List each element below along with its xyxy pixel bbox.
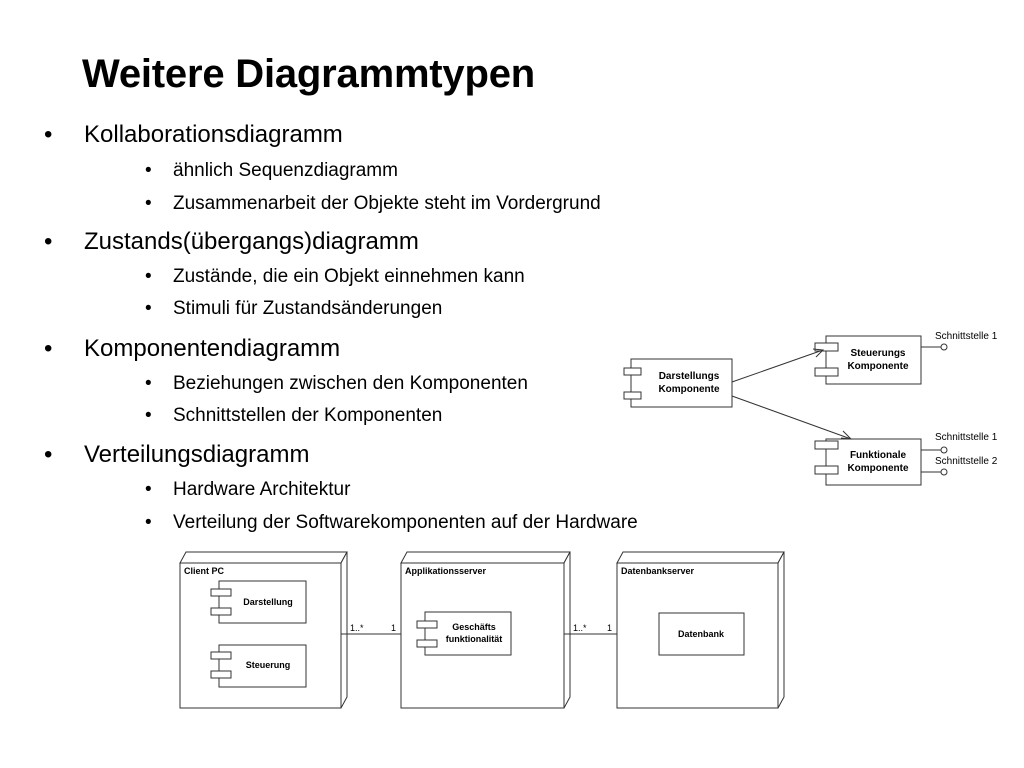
darstellung-label: Komponente <box>658 384 720 395</box>
subbullet-text: Schnittstellen der Komponenten <box>173 405 443 426</box>
db-server-label: Datenbankserver <box>621 566 695 576</box>
section-heading: Zustands(übergangs)diagramm <box>84 228 419 255</box>
steuerung-label: Steuerung <box>245 660 291 670</box>
node-3d-edge <box>401 552 570 563</box>
node-3d-edge <box>564 552 570 708</box>
node-3d-edge <box>778 552 784 708</box>
subbullet-text: Stimuli für Zustandsänderungen <box>173 298 443 319</box>
node-3d-edge <box>180 552 347 563</box>
component-port-icon <box>211 608 231 615</box>
component-port-icon <box>211 589 231 596</box>
bullet-icon: • <box>145 373 152 394</box>
bullet-icon: • <box>145 160 152 181</box>
component-port-icon <box>417 640 437 647</box>
funktional-label: Funktionale <box>849 450 907 461</box>
steuerung-label: Steuerungs <box>850 348 906 359</box>
interface-label: Schnittstelle 2 <box>935 456 998 467</box>
interface-label: Schnittstelle 1 <box>935 432 998 443</box>
darstellung-label: Darstellung <box>243 597 293 607</box>
component-port-icon <box>417 621 437 628</box>
multiplicity-label: 1 <box>607 623 613 633</box>
bullet-icon: • <box>44 228 53 255</box>
multiplicity-label: 1..* <box>350 623 364 633</box>
component-port-icon <box>211 652 231 659</box>
geschaeftsfunktionalitaet-label: Geschäfts <box>452 622 496 632</box>
app-server-label: Applikationsserver <box>405 566 487 576</box>
subbullet-text: Hardware Architektur <box>173 479 351 500</box>
section-heading: Kollaborationsdiagramm <box>84 121 343 148</box>
bullet-icon: • <box>44 335 53 362</box>
section-heading: Komponentendiagramm <box>84 335 341 362</box>
funktional-label: Komponente <box>847 463 909 474</box>
subbullet-text: Verteilung der Softwarekomponenten auf der Hardware <box>173 512 638 533</box>
multiplicity-label: 1 <box>391 623 397 633</box>
subbullet-text: Zustände, die ein Objekt einnehmen kann <box>173 266 525 287</box>
section-heading: Verteilungsdiagramm <box>84 441 310 468</box>
node-3d-edge <box>341 552 347 708</box>
datenbank-label: Datenbank <box>677 629 725 639</box>
slide-title: Weitere Diagrammtypen <box>82 52 535 96</box>
subbullet-text: Beziehungen zwischen den Komponenten <box>173 373 528 394</box>
bullet-icon: • <box>145 298 152 319</box>
subbullet-text: ähnlich Sequenzdiagramm <box>173 160 398 181</box>
bullet-icon: • <box>145 479 152 500</box>
bullet-icon: • <box>44 121 53 148</box>
bullet-icon: • <box>145 405 152 426</box>
darstellung-label: Darstellungs <box>658 371 720 382</box>
bullet-icon: • <box>145 193 152 214</box>
component-port-icon <box>211 671 231 678</box>
geschaeftsfunktionalitaet-label: funktionalität <box>445 634 503 644</box>
multiplicity-label: 1..* <box>573 623 587 633</box>
bullet-icon: • <box>145 512 152 533</box>
steuerung-label: Komponente <box>847 361 909 372</box>
client-pc-label: Client PC <box>184 566 225 576</box>
bullet-icon: • <box>145 266 152 287</box>
subbullet-text: Zusammenarbeit der Objekte steht im Vordergrund <box>173 193 601 214</box>
interface-label: Schnittstelle 1 <box>935 331 998 342</box>
bullet-icon: • <box>44 441 53 468</box>
node-3d-edge <box>617 552 784 563</box>
